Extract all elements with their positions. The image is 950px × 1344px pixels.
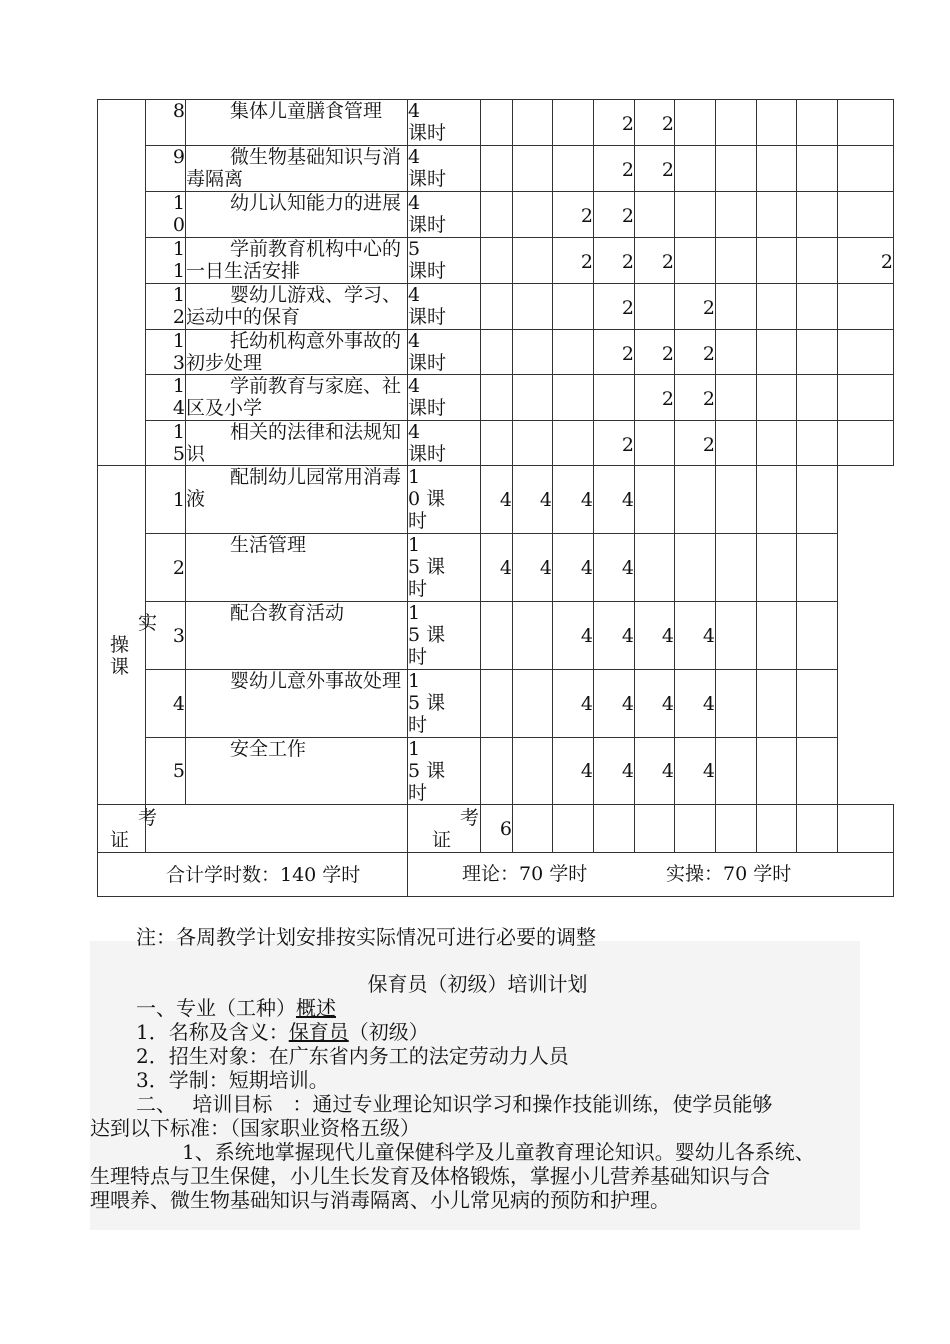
row-number-digit: 3 [172,352,185,374]
table-row [98,284,894,330]
category-label: 操课 [110,634,130,678]
week-cell [513,330,553,375]
table-row [98,100,894,146]
week-cell [635,192,675,238]
week-cell [757,192,797,238]
category-label: 实 [138,612,158,634]
class-hours-line: 4 [408,100,421,122]
overview-link[interactable]: 概述 [296,996,336,1020]
class-hours [408,284,481,330]
week-cell [513,146,553,192]
week-cell [716,330,757,375]
week-cell: 2 [635,238,675,284]
exam-row [98,805,894,853]
course-name: 安全工作 [186,738,408,805]
class-hours-line: 课时 [408,443,447,465]
table-row [98,602,894,670]
class-hours [408,534,481,602]
week-cell [513,805,553,853]
class-hours [408,330,481,375]
class-hours-line: 4 [408,192,421,214]
week-cell [716,602,757,670]
row-number [146,192,186,238]
week-cell [513,284,553,330]
week-cell: 4 [553,602,594,670]
week-cell [635,534,675,602]
class-hours-line: 1 [408,602,421,624]
week-cell: 4 [594,602,635,670]
class-hours-line: 5 课 [408,760,446,782]
row-number-digit: 9 [172,146,185,168]
week-cell [481,602,513,670]
week-cell [553,100,594,146]
week-cell [553,330,594,375]
week-cell: 4 [553,466,594,534]
week-cell: 4 [481,534,513,602]
course-name: 婴幼儿意外事故处理 [186,670,408,738]
class-hours-line: 课时 [408,397,447,419]
row-number [146,146,186,192]
row-number-digit: 4 [172,692,185,715]
week-cell [481,238,513,284]
week-cell [797,284,838,330]
class-hours-line: 4 [408,284,421,306]
row-number-digit: 2 [172,306,185,328]
week-cell [716,805,757,853]
nursery-teacher-link[interactable]: 保育员 [288,1020,349,1044]
exam-value: 6 [481,805,513,853]
week-cell [757,602,797,670]
row-number-digit: 1 [172,375,185,397]
row-number [146,100,186,146]
week-cell [757,330,797,375]
para1-line3: 理喂养、微生物基础知识与消毒隔离、小儿常见病的预防和护理。 [90,1188,670,1212]
week-cell: 4 [594,534,635,602]
week-cell: 2 [594,284,635,330]
week-cell [797,670,838,738]
course-name: 学前教育与家庭、社区及小学 [186,375,408,421]
row-number-digit: 1 [172,330,185,352]
week-cell [553,421,594,466]
class-hours-line: 课时 [408,260,447,282]
week-cell [675,146,716,192]
week-cell [797,602,838,670]
section1-heading: 一、专业（工种）概述 [136,996,336,1020]
week-cell [513,602,553,670]
week-cell [716,670,757,738]
week-cell: 2 [635,375,675,421]
row-number-digit: 1 [172,238,185,260]
course-name: 婴幼儿游戏、学习、运动中的保育 [186,284,408,330]
exam-hours [408,805,481,853]
course-name: 相关的法律和法规知识 [186,421,408,466]
class-hours-line: 课时 [408,168,447,190]
schedule-table [97,99,894,897]
week-cell [675,534,716,602]
schedule-note: 注：各周教学计划安排按实际情况可进行必要的调整 [136,925,596,949]
row-number-digit: 5 [172,760,185,782]
week-cell: 4 [594,670,635,738]
table-row [98,670,894,738]
week-cell [513,192,553,238]
week-cell [838,146,894,192]
class-hours-line: 1 [408,466,421,488]
row-number [146,238,186,284]
row-number-digit: 1 [172,284,185,306]
week-cell [553,146,594,192]
week-cell [594,805,635,853]
week-cell [481,375,513,421]
class-hours [408,602,481,670]
class-hours [408,738,481,805]
week-cell [757,146,797,192]
table-row [98,375,894,421]
table-row [98,238,894,284]
row-number-digit: 1 [172,192,185,214]
week-cell [838,100,894,146]
week-cell [797,738,838,805]
week-cell [481,284,513,330]
row-number [146,466,186,534]
course-name: 微生物基础知识与消毒隔离 [186,146,408,192]
week-cell [716,738,757,805]
week-cell [797,375,838,421]
course-name: 学前教育机构中心的一日生活安排 [186,238,408,284]
row-number-digit: 8 [172,100,185,122]
week-cell [757,738,797,805]
week-cell: 2 [838,238,894,284]
week-cell [757,284,797,330]
week-cell [513,738,553,805]
week-cell [797,534,838,602]
week-cell: 4 [635,738,675,805]
week-cell [675,192,716,238]
week-cell [716,238,757,284]
course-name: 生活管理 [186,534,408,602]
week-cell [553,375,594,421]
week-cell [797,466,838,534]
week-cell: 4 [481,466,513,534]
table-row [98,192,894,238]
week-cell: 2 [553,192,594,238]
exam-hours-label: 证 [432,829,452,851]
week-cell [838,375,894,421]
course-name: 配合教育活动 [186,602,408,670]
week-cell: 2 [594,421,635,466]
total-row [98,853,894,897]
exam-category-label: 考 [138,807,158,829]
week-cell [757,238,797,284]
para1-line1: 1、系统地掌握现代儿童保健科学及儿童教育理论知识。婴幼儿各系统、 [182,1140,815,1164]
course-name: 配制幼儿园常用消毒液 [186,466,408,534]
week-cell [757,100,797,146]
week-cell: 4 [594,738,635,805]
week-cell [481,146,513,192]
row-number [146,670,186,738]
exam-category-label: 证 [110,829,130,851]
row-number-digit: 4 [172,397,185,419]
row-number-digit: 1 [172,488,185,511]
week-cell [513,670,553,738]
week-cell: 2 [675,330,716,375]
week-cell: 4 [553,738,594,805]
class-hours [408,238,481,284]
item-duration: 3．学制：短期培训。 [136,1068,329,1092]
week-cell: 4 [513,466,553,534]
week-cell [838,421,894,466]
item-name: 1．名称及含义：保育员（初级） [136,1020,429,1044]
week-cell [716,421,757,466]
week-cell: 4 [675,738,716,805]
class-hours-line: 课时 [408,122,447,144]
row-number-digit: 3 [172,624,185,647]
category-cell [98,100,146,466]
week-cell [757,670,797,738]
week-cell [481,670,513,738]
week-cell: 4 [594,466,635,534]
table-row [98,330,894,375]
week-cell [635,805,675,853]
row-number [146,534,186,602]
row-number-digit: 1 [172,260,185,282]
week-cell [716,146,757,192]
week-cell [481,330,513,375]
class-hours-line: 课时 [408,306,447,328]
week-cell [513,421,553,466]
class-hours-line: 时 [408,578,428,600]
week-cell: 4 [675,602,716,670]
week-cell: 2 [635,330,675,375]
week-cell [838,330,894,375]
week-cell [757,421,797,466]
row-number [146,602,186,670]
week-cell [553,805,594,853]
week-cell [716,192,757,238]
week-cell [757,375,797,421]
week-cell [797,192,838,238]
course-name: 集体儿童膳食管理 [186,100,408,146]
class-hours [408,192,481,238]
class-hours [408,466,481,534]
course-name: 托幼机构意外事故的初步处理 [186,330,408,375]
week-cell [513,238,553,284]
week-cell [553,284,594,330]
week-cell [757,805,797,853]
class-hours-line: 1 [408,670,421,692]
theory-hours: 理论：70 学时 [462,863,588,885]
week-cell: 2 [594,146,635,192]
week-cell: 2 [635,100,675,146]
week-cell: 4 [675,670,716,738]
course-name: 幼儿认知能力的进展 [186,192,408,238]
row-number [146,375,186,421]
table-row [98,466,894,534]
week-cell [635,466,675,534]
item-enrollment: 2．招生对象：在广东省内务工的法定劳动力人员 [136,1044,569,1068]
table-row [98,738,894,805]
exam-category [98,805,158,853]
week-cell [675,466,716,534]
week-cell [716,534,757,602]
class-hours-line: 时 [408,510,428,532]
week-cell [675,238,716,284]
class-hours-line: 课时 [408,352,447,374]
row-number-digit: 5 [172,443,185,465]
week-cell [797,330,838,375]
practice-hours: 实操：70 学时 [666,863,792,885]
week-cell: 4 [635,670,675,738]
training-plan [90,968,865,1212]
week-cell [635,421,675,466]
row-number [146,284,186,330]
week-cell: 4 [553,670,594,738]
row-number-digit: 2 [172,556,185,579]
week-cell: 2 [594,100,635,146]
week-cell: 2 [675,421,716,466]
section2-heading: 二、 培训目标 ：通过专业理论知识学习和操作技能训练，使学员能够 [136,1092,773,1116]
class-hours-line: 5 课 [408,624,446,646]
week-cell [797,805,838,853]
class-hours-line: 时 [408,646,428,668]
class-hours [408,421,481,466]
class-hours-line: 4 [408,146,421,168]
class-hours-line: 0 课 [408,488,446,510]
week-cell: 4 [553,534,594,602]
class-hours-line: 4 [408,330,421,352]
class-hours [408,375,481,421]
week-cell [481,100,513,146]
row-number [146,805,408,853]
week-cell: 4 [513,534,553,602]
week-cell [757,534,797,602]
week-cell [716,466,757,534]
class-hours [408,100,481,146]
week-cell [716,100,757,146]
week-cell [481,421,513,466]
week-cell [838,284,894,330]
week-cell [675,100,716,146]
week-cell [513,100,553,146]
week-cell [797,146,838,192]
class-hours-line: 1 [408,738,421,760]
class-hours-line: 5 课 [408,556,446,578]
row-number-digit: 0 [172,214,185,236]
week-cell: 2 [675,375,716,421]
section2-line2: 达到以下标准：（国家职业资格五级） [90,1116,420,1140]
week-cell [797,421,838,466]
table-row [98,534,894,602]
class-hours-line: 4 [408,375,421,397]
doc-title: 保育员（初级）培训计划 [367,972,588,996]
total-hours: 合计学时数：140 学时 [98,853,408,897]
class-hours-line: 时 [408,714,428,736]
row-number-digit: 1 [172,421,185,443]
week-cell [797,238,838,284]
week-cell: 2 [675,284,716,330]
week-cell [838,192,894,238]
para1-line2: 生理特点与卫生保健，小儿生长发育及体格锻炼，掌握小儿营养基础知识与合 [90,1164,770,1188]
week-cell [675,805,716,853]
week-cell [481,192,513,238]
class-hours-line: 4 [408,421,421,443]
week-cell [635,284,675,330]
class-hours-line: 课时 [408,214,447,236]
week-cell [797,100,838,146]
week-cell [594,375,635,421]
class-hours-line: 5 [408,238,421,260]
row-number [146,330,186,375]
class-hours-line: 1 [408,534,421,556]
class-hours [408,670,481,738]
week-cell: 2 [594,330,635,375]
week-cell [513,375,553,421]
week-cell [481,738,513,805]
row-number [146,421,186,466]
week-cell [757,466,797,534]
week-cell: 2 [553,238,594,284]
theory-practice-hours [408,853,894,897]
category-cell [98,466,158,805]
class-hours-line: 5 课 [408,692,446,714]
exam-hours-label: 考 [460,807,480,829]
week-cell [838,805,894,853]
week-cell: 2 [594,192,635,238]
row-number [146,738,186,805]
week-cell [716,375,757,421]
week-cell: 4 [635,602,675,670]
week-cell: 2 [635,146,675,192]
table-row [98,421,894,466]
week-cell [716,284,757,330]
table-row [98,146,894,192]
class-hours-line: 时 [408,782,428,804]
week-cell: 2 [594,238,635,284]
class-hours [408,146,481,192]
